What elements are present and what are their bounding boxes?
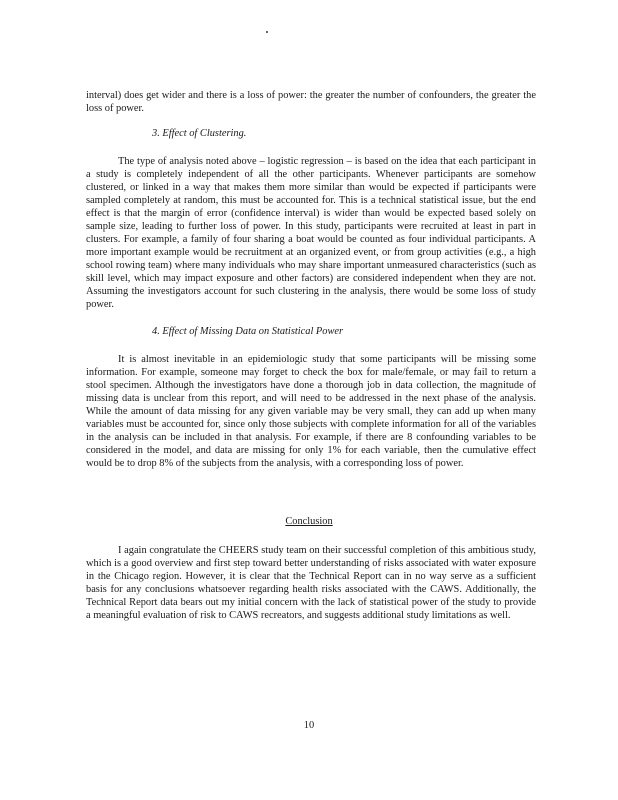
section-4-block	[86, 353, 536, 470]
page-number: 10	[303, 720, 315, 731]
section-4-heading: 4. Effect of Missing Data on Statistical Power	[152, 326, 344, 337]
section-3-paragraph: The type of analysis noted above – logistic regression – is based on the idea that each participant in a study is completely independent of all the other participants. Whenever participants are somehow clustered, or linked in a way that makes them more similar than would be expected if participants were sampled completely at random, this must be accounted for. This is a technical statistical issue, but the end effect is that the margin of error (confidence interval) is wider than would be expected based solely on sample size, leading to further loss of power. In this study, participants were recruited at least in part in clusters. For example, a family of four sharing a boat would be counted as four individual participants. A more important example would be recruitment at an organized event, or from group activities (e.g., a high school rowing team) where many individuals who may share important unmeasured characteristics (such as skill level, which may impact exposure and other factors) are considered independent when they are not. Assuming the investigators account for such clustering in the analysis, there would be some loss of study power.	[86, 156, 536, 310]
continued-paragraph-block	[86, 89, 536, 115]
section-4-paragraph: It is almost inevitable in an epidemiologic study that some participants will be missing some information. For example, someone may forget to check the box for male/female, or may fail to return a stool specimen. Although the investigators have done a thorough job in data collection, the magnitude of missing data is unclear from this report, and will need to be addressed in the next phase of the analysis. While the amount of data missing for any given variable may be very small, they can add up when many variables must be accounted for, since only those subjects with complete information for all of the variables in the analysis can be included in that analysis. For example, if there are 8 confounding variables to be considered in the model, and data are missing for only 1% for each variable, then the cumulative effect would be to drop 8% of the subjects from the analysis, with a corresponding loss of power.	[86, 354, 536, 469]
section-3-block	[86, 155, 536, 311]
scan-speck	[266, 31, 268, 33]
conclusion-block	[86, 544, 536, 622]
continued-paragraph: interval) does get wider and there is a loss of power: the greater the number of confounders, the greater the loss of power.	[86, 90, 536, 114]
section-3-heading: 3. Effect of Clustering.	[152, 128, 247, 139]
conclusion-heading: Conclusion	[285, 516, 333, 527]
conclusion-paragraph: I again congratulate the CHEERS study team on their successful completion of this ambitious study, which is a good overview and first step toward better understanding of risks associated with water exposure in the Chicago region. However, it is clear that the Technical Report can in no way serve as a sufficient basis for any conclusions whatsoever regarding health risks associated with the CAWS. Additionally, the Technical Report data bears out my initial concern with the lack of statistical power of the study to provide a meaningful evaluation of risk to CAWS recreators, and suggests additional study limitations as well.	[86, 545, 536, 621]
